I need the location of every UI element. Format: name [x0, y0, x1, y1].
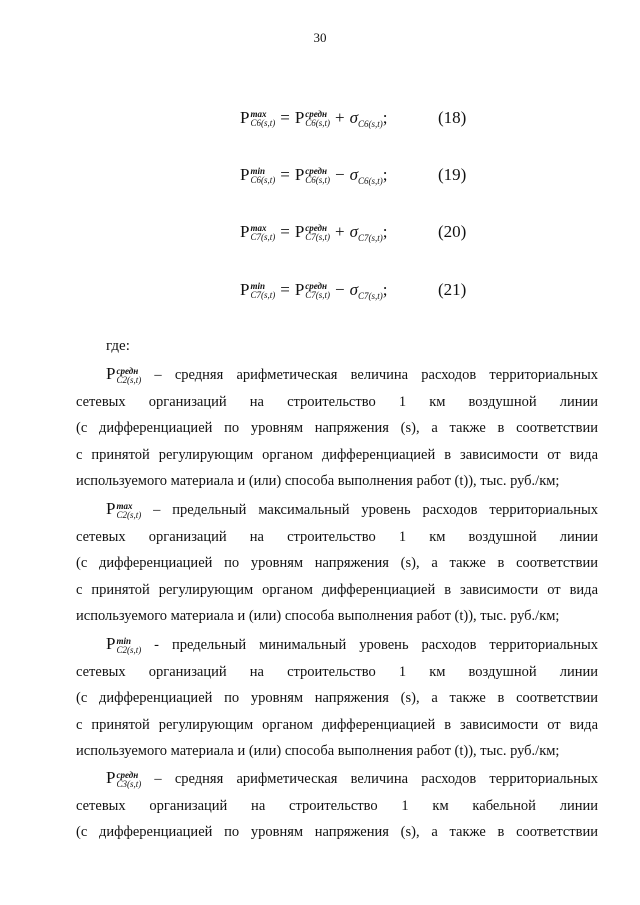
definition-line: с принятой регулирующим органом дифференциацией в зависимости от вида — [76, 446, 598, 463]
sigma-subscript: C6(s,t) — [358, 176, 383, 186]
symbol-indices — [116, 637, 141, 655]
definition-line — [76, 765, 598, 793]
sigma-subscript: C7(s,t) — [358, 233, 383, 243]
sigma-subscript: C6(s,t) — [358, 119, 383, 129]
symbol-base: P — [240, 280, 250, 299]
symbol-indices — [305, 224, 330, 242]
symbol-subscript: C6(s,t) — [250, 118, 276, 129]
page-number: 30 — [313, 30, 327, 45]
operator: − — [335, 165, 345, 184]
equation-lhs — [240, 222, 275, 242]
definition-symbol — [106, 631, 141, 659]
definition-line: сетевых организаций на строительство 1 км воздушной линии — [76, 663, 598, 680]
equation-number: (20) — [438, 222, 467, 241]
equals-sign: = — [280, 165, 290, 184]
definition-line: (с дифференциацией по уровням напряжения (s), а также в соответствии — [76, 690, 598, 706]
symbol-superscript: средн — [305, 223, 328, 234]
symbol-superscript: средн — [305, 109, 328, 120]
symbol-subscript: C7(s,t) — [250, 290, 276, 301]
equation-row — [240, 280, 467, 301]
symbol-superscript: min — [250, 166, 265, 177]
equation-number: (19) — [438, 165, 467, 184]
symbol-subscript: C7(s,t) — [250, 232, 276, 243]
definition-symbol — [106, 496, 141, 524]
symbol-subscript: C2(s,t) — [116, 644, 142, 655]
sigma-symbol: σ — [349, 222, 359, 241]
symbol-base: P — [106, 634, 116, 653]
equals-sign: = — [280, 108, 290, 127]
symbol-subscript: C6(s,t) — [305, 118, 331, 129]
equation-lhs — [240, 108, 275, 128]
symbol-subscript: C3(s,t) — [116, 778, 142, 789]
equation-sigma — [350, 108, 383, 127]
definition-paragraph — [76, 361, 598, 495]
sigma-symbol: σ — [349, 108, 359, 127]
equation-sigma — [350, 222, 383, 241]
symbol-indices — [305, 282, 330, 300]
semicolon: ; — [382, 280, 388, 299]
equation-lhs — [240, 165, 275, 185]
definition-symbol — [106, 361, 141, 389]
semicolon: ; — [382, 222, 388, 241]
definition-line: сетевых организаций на строительство 1 км кабельной линии — [76, 797, 598, 814]
symbol-base: P — [240, 108, 250, 127]
symbol-indices — [250, 110, 275, 128]
symbol-subscript: C7(s,t) — [305, 232, 331, 243]
definition-line: (с дифференциацией по уровням напряжения (s), а также в соответствии — [76, 824, 598, 840]
definition-text: - предельный минимальный уровень расходов территориальных — [154, 637, 598, 653]
symbol-base: P — [294, 222, 305, 241]
symbol-indices — [116, 771, 141, 789]
definition-line: сетевых организаций на строительство 1 км воздушной линии — [76, 393, 598, 410]
symbol-base: P — [294, 280, 305, 299]
equation-mean — [295, 108, 330, 128]
equation-mean — [295, 222, 330, 242]
symbol-base: P — [106, 768, 116, 787]
definition-line: с принятой регулирующим органом дифференциацией в зависимости от вида — [76, 716, 598, 733]
symbol-subscript: C2(s,t) — [116, 509, 142, 520]
definition-line: (с дифференциацией по уровням напряжения (s), а также в соответствии — [76, 555, 598, 571]
symbol-superscript: средн — [305, 281, 328, 292]
equation-row — [240, 165, 467, 186]
definition-text: – предельный максимальный уровень расходов территориальных — [153, 502, 598, 518]
symbol-base: P — [294, 108, 305, 127]
equation-lhs — [240, 280, 275, 300]
symbol-superscript: max — [250, 223, 267, 234]
definition-line: используемого материала и (или) способа выполнения работ (t)), тыс. руб./км; — [76, 608, 560, 624]
symbol-subscript: C6(s,t) — [305, 175, 331, 186]
equation-mean — [295, 280, 330, 300]
symbol-base: P — [294, 165, 305, 184]
symbol-base: P — [106, 499, 116, 518]
definition-text: – средняя арифметическая величина расходов территориальных — [154, 771, 599, 787]
equation-row — [240, 108, 467, 129]
semicolon: ; — [382, 108, 388, 127]
operator: − — [335, 280, 345, 299]
equation-mean — [295, 165, 330, 185]
symbol-superscript: max — [116, 500, 133, 511]
symbol-superscript: средн — [305, 166, 328, 177]
operator: + — [335, 108, 345, 127]
symbol-base: P — [106, 364, 116, 383]
definition-text: – средняя арифметическая величина расходов территориальных — [154, 367, 599, 383]
definition-symbol — [106, 765, 141, 793]
definition-line: (с дифференциацией по уровням напряжения (s), а также в соответствии — [76, 420, 598, 436]
symbol-indices — [250, 282, 275, 300]
definition-paragraph — [76, 496, 598, 630]
definition-paragraph — [76, 765, 598, 846]
symbol-indices — [305, 110, 330, 128]
symbol-indices — [250, 167, 275, 185]
symbol-superscript: max — [250, 109, 267, 120]
sigma-subscript: C7(s,t) — [358, 291, 383, 301]
symbol-superscript: средн — [116, 769, 139, 780]
symbol-subscript: C2(s,t) — [116, 374, 142, 385]
definition-line: с принятой регулирующим органом дифференциацией в зависимости от вида — [76, 581, 598, 598]
symbol-indices — [116, 502, 141, 520]
definition-paragraph — [76, 631, 598, 765]
sigma-symbol: σ — [349, 280, 359, 299]
symbol-superscript: min — [250, 281, 265, 292]
equation-number: (18) — [438, 108, 467, 127]
equation-sigma — [350, 280, 383, 299]
symbol-subscript: C7(s,t) — [305, 290, 331, 301]
definition-line — [76, 361, 598, 389]
equation-row — [240, 222, 467, 243]
operator: + — [335, 222, 345, 241]
equation-sigma — [350, 165, 383, 184]
equation-number: (21) — [438, 280, 467, 299]
symbol-indices — [250, 224, 275, 242]
equals-sign: = — [280, 280, 290, 299]
symbol-subscript: C6(s,t) — [250, 175, 276, 186]
definition-line — [76, 496, 598, 524]
symbol-base: P — [240, 222, 250, 241]
symbol-indices — [305, 167, 330, 185]
symbol-indices — [116, 367, 141, 385]
equals-sign: = — [280, 222, 290, 241]
semicolon: ; — [382, 165, 388, 184]
definition-line: используемого материала и (или) способа выполнения работ (t)), тыс. руб./км; — [76, 743, 560, 759]
sigma-symbol: σ — [349, 165, 359, 184]
symbol-superscript: min — [116, 635, 131, 646]
definition-line: используемого материала и (или) способа выполнения работ (t)), тыс. руб./км; — [76, 473, 560, 489]
definition-line: сетевых организаций на строительство 1 км воздушной линии — [76, 528, 598, 545]
symbol-superscript: средн — [116, 365, 139, 376]
symbol-base: P — [240, 165, 250, 184]
definition-line — [76, 631, 598, 659]
where-label: где: — [106, 338, 130, 354]
